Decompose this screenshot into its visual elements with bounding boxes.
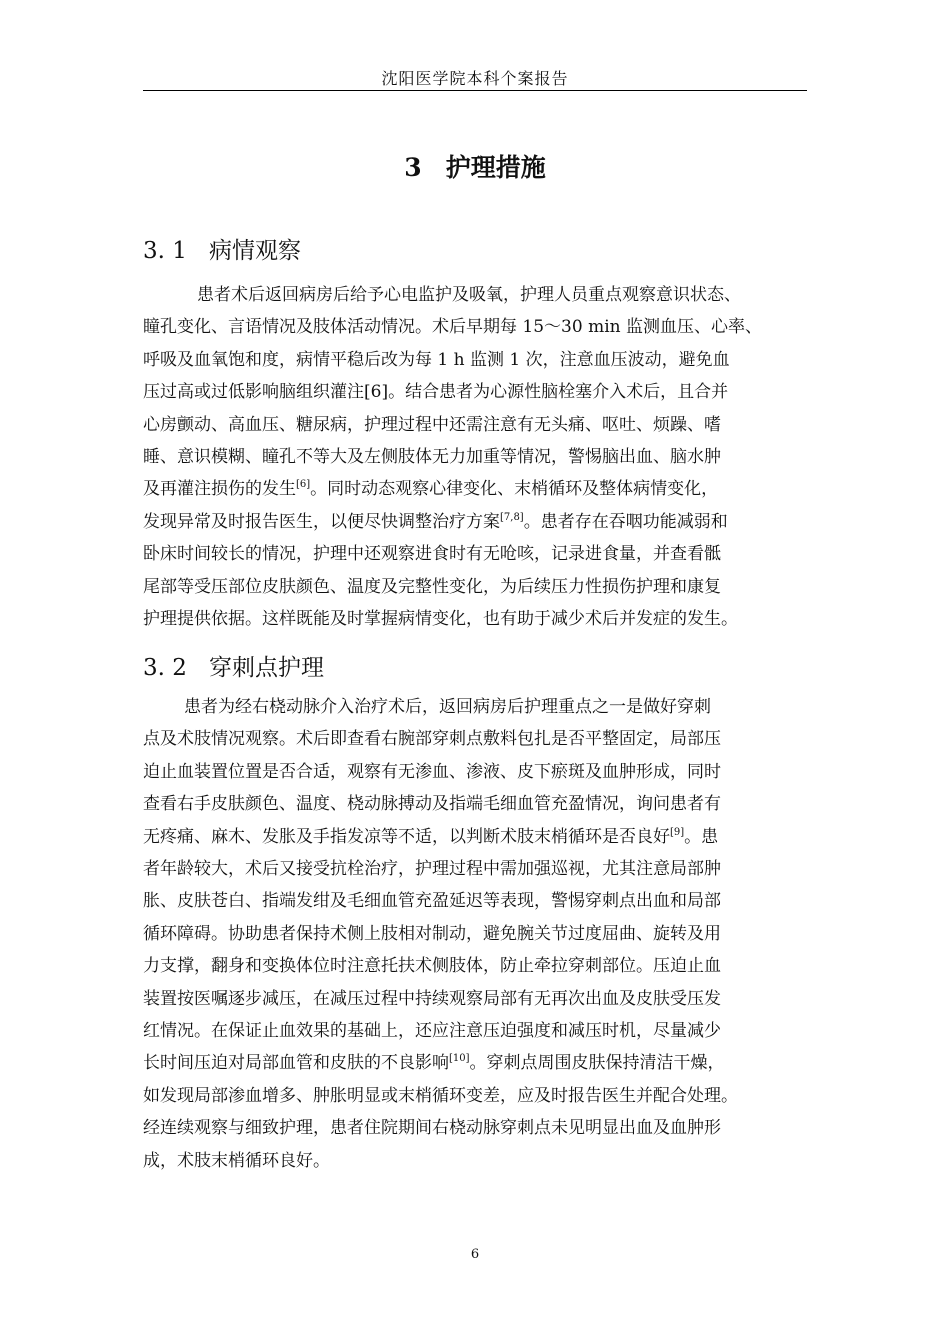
chapter-title (0, 148, 950, 184)
paragraph-line (143, 507, 728, 532)
paragraph-line (143, 822, 718, 847)
citation-superscript: [9] (670, 826, 685, 838)
section-title: 穿刺点护理 (209, 655, 324, 681)
line-text: 经连续观察与细致护理，患者住院期间右桡动脉穿刺点未见明显出血及血肿形 (143, 1118, 721, 1139)
line-text: 卧床时间较长的情况，护理中还观察进食时有无呛咳，记录进食量，并查看骶 (143, 544, 721, 565)
line-text: 压过高或过低影响脑组织灌注[6]。结合患者为心源性脑栓塞介入术后，且合并 (143, 382, 729, 403)
line-text: 瞳孔变化、言语情况及肢体活动情况。术后早期每 15～30 min 监测血压、心率、 (143, 317, 762, 338)
section-title: 病情观察 (209, 238, 301, 264)
page-number: 6 (470, 1247, 480, 1262)
paragraph-line (143, 854, 721, 879)
line-text: 尾部等受压部位皮肤颜色、温度及完整性变化，为后续压力性损伤护理和康复 (143, 576, 721, 597)
paragraph-line (143, 1016, 721, 1041)
paragraph-line (143, 984, 721, 1009)
paragraph-line (143, 345, 730, 370)
line-text: 迫止血装置位置是否合适，观察有无渗血、渗液、皮下瘀斑及血肿形成，同时 (143, 761, 721, 782)
chapter-title-text: 护理措施 (445, 153, 546, 182)
line-text-continued: 。患 (684, 826, 719, 847)
paragraph-line (143, 757, 721, 782)
line-text: 成，术肢末梢循环良好。 (143, 1150, 330, 1171)
line-text: 如发现局部渗血增多、肿胀明显或末梢循环变差，应及时报告医生并配合处理。 (143, 1085, 738, 1106)
section-heading (143, 232, 301, 265)
paragraph-line (143, 1081, 738, 1106)
line-text: 力支撑，翻身和变换体位时注意托扶术侧肢体，防止牵拉穿刺部位。压迫止血 (143, 956, 721, 977)
line-text: 及再灌注损伤的发生 (143, 479, 296, 500)
running-header: 沈阳医学院本科个案报告 (381, 69, 569, 88)
line-text: 无疼痛、麻木、发胀及手指发凉等不适，以判断术肢末梢循环是否良好 (143, 826, 670, 847)
line-text: 者年龄较大，术后又接受抗栓治疗，护理过程中需加强巡视，尤其注意局部肿 (143, 859, 721, 879)
line-text: 护理提供依据。这样既能及时掌握病情变化，也有助于减少术后并发症的发生。 (143, 609, 738, 629)
line-text: 发现异常及时报告医生，以便尽快调整治疗方案 (143, 511, 500, 532)
paragraph-line (143, 951, 721, 976)
line-text: 呼吸及血氧饱和度，病情平稳后改为每 1 h 监测 1 次，注意血压波动，避免血 (143, 349, 730, 370)
line-text: 装置按医嘱逐步减压，在减压过程中持续观察局部有无再次出血及皮肤受压发 (143, 988, 721, 1009)
paragraph-line (143, 442, 721, 467)
line-text: 点及术肢情况观察。术后即查看右腕部穿刺点敷料包扎是否平整固定，局部压 (143, 729, 721, 750)
line-text: 循环障碍。协助患者保持术侧上肢相对制动，避免腕关节过度屈曲、旋转及用 (143, 923, 721, 944)
section-number: 3. 2 (143, 655, 187, 681)
paragraph-line (197, 280, 741, 305)
header-rule (143, 90, 807, 91)
line-text-continued: 。同时动态观察心律变化、末梢循环及整体病情变化， (310, 479, 719, 500)
paragraph-line (143, 377, 728, 402)
line-text-continued: 。患者存在吞咽功能减弱和 (523, 511, 728, 532)
paragraph-line (143, 789, 721, 814)
paragraph-line (143, 724, 721, 749)
line-text: 胀、皮肤苍白、指端发绀及毛细血管充盈延迟等表现，警惕穿刺点出血和局部 (143, 891, 721, 912)
line-text: 红情况。在保证止血效果的基础上，还应注意压迫强度和减压时机，尽量减少 (143, 1021, 721, 1041)
paragraph-line (143, 312, 762, 337)
paragraph-line (184, 692, 711, 717)
citation-superscript: [10] (449, 1053, 470, 1065)
citation-superscript: [6] (296, 479, 311, 491)
section-number: 3. 1 (143, 238, 187, 264)
paragraph-line (143, 1113, 721, 1138)
paragraph-line (143, 919, 721, 944)
paragraph-line (143, 1146, 330, 1171)
line-text: 患者为经右桡动脉介入治疗术后，返回病房后护理重点之一是做好穿刺 (184, 697, 711, 717)
citation-superscript: [7,8] (500, 511, 524, 523)
paragraph-line (143, 572, 721, 597)
line-text-continued: 。穿刺点周围皮肤保持清洁干燥， (469, 1053, 725, 1074)
line-text: 患者术后返回病房后给予心电监护及吸氧，护理人员重点观察意识状态、 (197, 285, 741, 305)
paragraph-line (143, 539, 721, 564)
line-text: 长时间压迫对局部血管和皮肤的不良影响 (143, 1053, 449, 1074)
line-text: 查看右手皮肤颜色、温度、桡动脉搏动及指端毛细血管充盈情况，询问患者有 (143, 794, 721, 815)
paragraph-line (143, 474, 718, 499)
paragraph-line (143, 886, 721, 911)
line-text: 心房颤动、高血压、糖尿病，护理过程中还需注意有无头痛、呕吐、烦躁、嗜 (143, 414, 721, 435)
chapter-number: 3 (404, 153, 422, 182)
line-text: 睡、意识模糊、瞳孔不等大及左侧肢体无力加重等情况，警惕脑出血、脑水肿 (143, 447, 721, 467)
paragraph-line (143, 410, 721, 435)
paragraph-line (143, 1048, 725, 1073)
paragraph-line (143, 604, 738, 629)
section-heading (143, 649, 324, 682)
